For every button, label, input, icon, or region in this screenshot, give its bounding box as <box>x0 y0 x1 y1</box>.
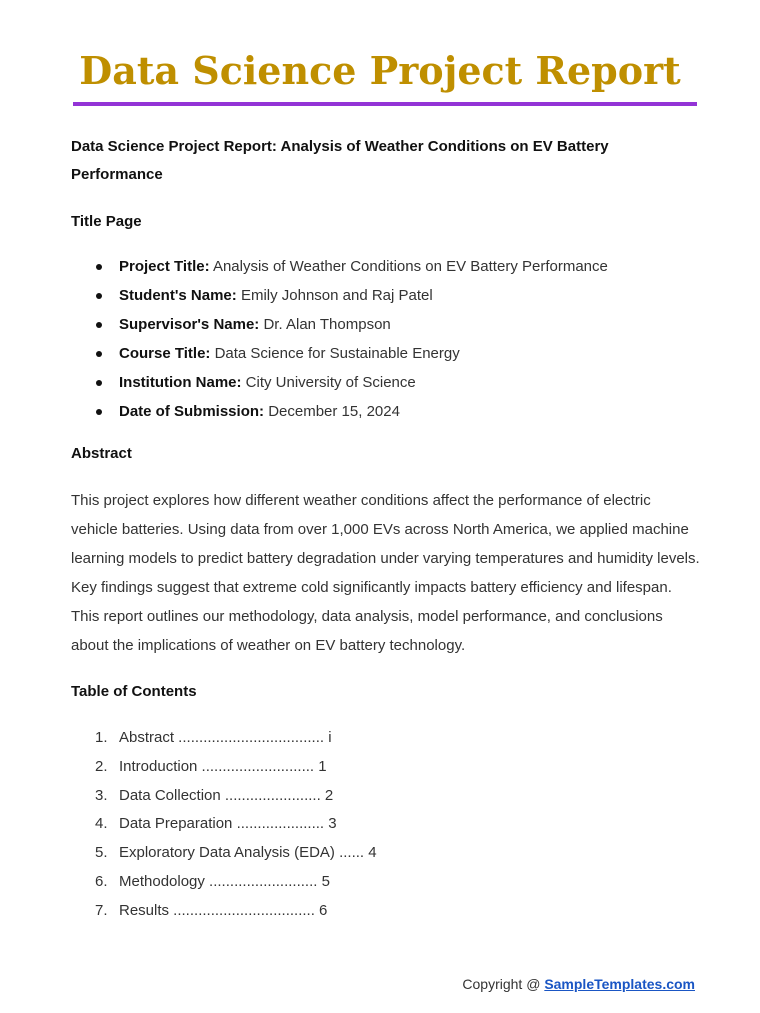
toc-item <box>71 782 701 811</box>
abstract-heading: Abstract <box>71 445 132 462</box>
list-item-course-title <box>71 339 701 368</box>
toc-entry: Methodology .......................... 5 <box>119 872 330 890</box>
toc-item <box>71 810 701 839</box>
toc-entry: Abstract ................................... i <box>119 729 332 746</box>
document-content <box>71 133 701 926</box>
bullet-icon <box>96 264 102 270</box>
toc-heading: Table of Contents <box>71 683 197 700</box>
list-item-project-title <box>71 252 701 281</box>
item-value: Dr. Alan Thompson <box>263 316 391 333</box>
copyright-text: Copyright @ <box>462 976 545 992</box>
item-value: Emily Johnson and Raj Patel <box>240 287 433 304</box>
toc-item <box>71 724 701 753</box>
bullet-icon <box>96 380 102 386</box>
toc-number: 4. <box>95 815 108 833</box>
list-item-date-of-submission <box>71 397 701 426</box>
abstract-paragraph: This project explores how different weather conditions affect the performance of electric vehicle batteries. Using data from over 1,000 EVs across North America, we applied machine learning models to predict battery degradation under varying temperatures and humidity levels. Key findings suggest that extreme cold significantly impacts battery efficiency and lifespan. This report outlines our methodology, data analysis, model performance, and conclusions about the implications of weather on EV battery technology. <box>71 492 700 654</box>
toc-number: 1. <box>95 729 108 746</box>
toc-entry: Data Preparation ..................... 3 <box>119 815 337 833</box>
toc-number: 7. <box>95 901 108 919</box>
item-label: Institution Name: <box>119 374 242 391</box>
bullet-icon <box>96 409 102 415</box>
toc-entry: Exploratory Data Analysis (EDA) ...... 4 <box>119 844 377 862</box>
item-value: City University of Science <box>245 374 416 391</box>
toc-item <box>71 897 701 926</box>
toc-entry: Introduction ........................... 1 <box>119 757 327 775</box>
list-item-institution-name <box>71 368 701 397</box>
copyright-footer <box>462 976 695 992</box>
toc-item <box>71 753 701 782</box>
item-label: Supervisor's Name: <box>119 316 260 333</box>
toc-number: 3. <box>95 786 108 804</box>
list-item-students-name <box>71 281 701 310</box>
bullet-icon <box>96 351 102 357</box>
bullet-icon <box>96 322 102 328</box>
document-title: Data Science Project Report <box>79 48 681 93</box>
toc-entry: Data Collection ....................... 2 <box>119 786 334 804</box>
item-value: Data Science for Sustainable Energy <box>214 345 460 362</box>
title-page-list <box>71 252 701 426</box>
toc-number: 2. <box>95 757 108 775</box>
item-label: Project Title: <box>119 258 210 275</box>
toc-number: 5. <box>95 844 108 862</box>
report-main-heading: Data Science Project Report: Analysis of Weather Conditions on EV Battery Performance <box>71 138 609 183</box>
table-of-contents <box>71 724 701 926</box>
toc-number: 6. <box>95 872 108 890</box>
toc-item <box>71 839 701 868</box>
item-label: Date of Submission: <box>119 403 265 420</box>
toc-entry: Results .................................. 6 <box>119 901 328 919</box>
item-value: December 15, 2024 <box>268 403 400 420</box>
sampletemplates-link[interactable]: SampleTemplates.com <box>544 976 695 992</box>
title-page-heading: Title Page <box>71 213 142 230</box>
list-item-supervisors-name <box>71 310 701 339</box>
item-label: Student's Name: <box>119 287 237 304</box>
item-label: Course Title: <box>119 345 211 362</box>
bullet-icon <box>96 293 102 299</box>
toc-item <box>71 868 701 897</box>
title-underline-rule <box>73 102 697 106</box>
item-value: Analysis of Weather Conditions on EV Battery Performance <box>212 258 608 275</box>
